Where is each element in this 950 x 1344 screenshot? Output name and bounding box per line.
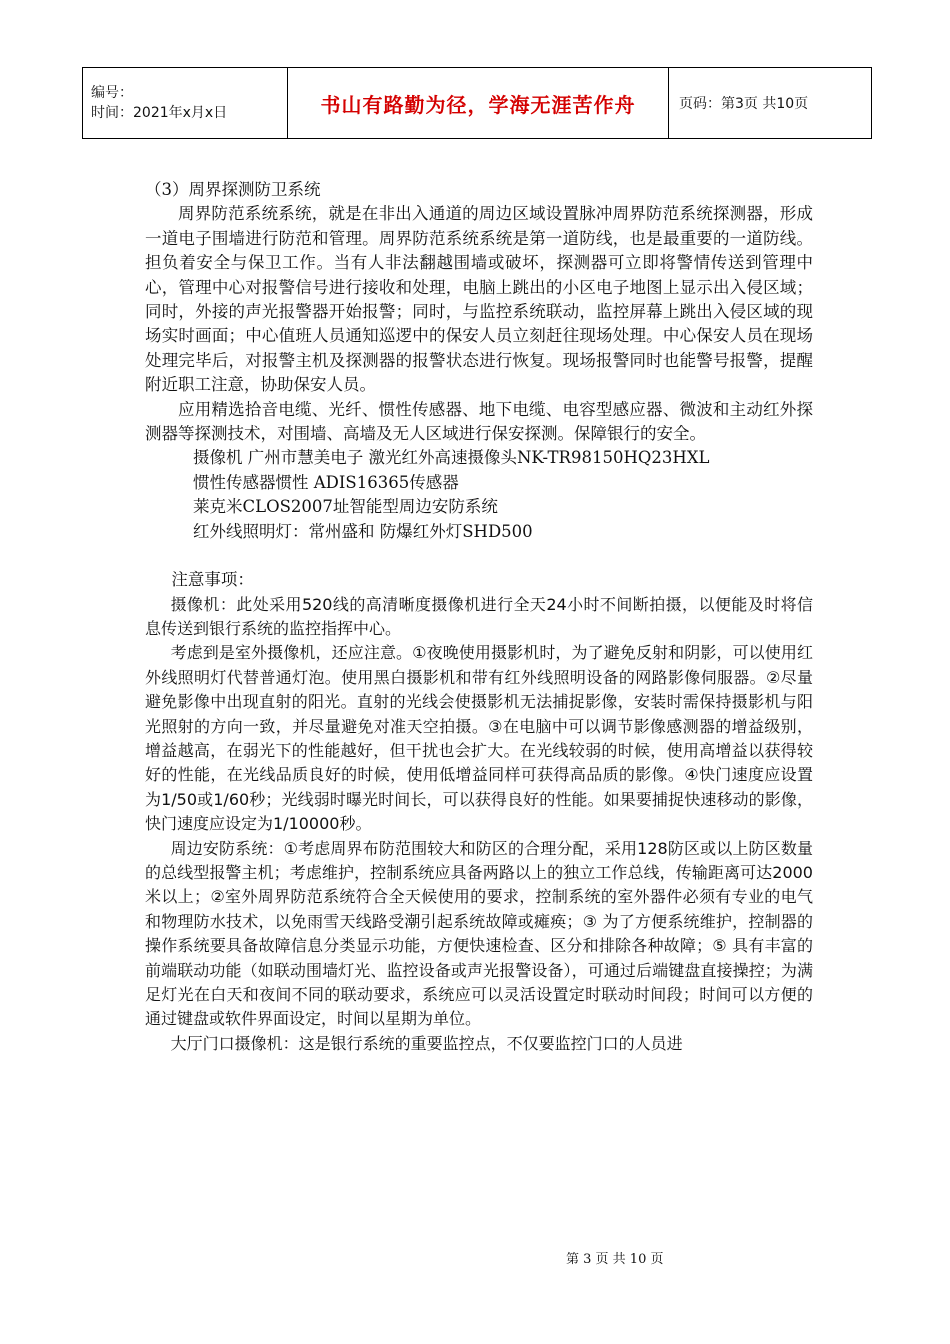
number-label: 编号： bbox=[91, 85, 133, 101]
header-motto: 书山有路勤为径，学海无涯苦作舟 bbox=[288, 68, 669, 139]
note-camera: 摄像机：此处采用520线的高清晰度摄像机进行全天24小时不间断拍摄，以便能及时将信息传送到银行系统的监控指挥中心。 bbox=[145, 594, 813, 638]
spec-line: 莱克米CLOS2007址智能型周边安防系统 bbox=[193, 497, 498, 517]
header-page-info: 页码：第3页 共10页 bbox=[669, 68, 872, 139]
spec-line: 惯性传感器惯性 ADIS16365传感器 bbox=[193, 472, 459, 492]
document-body bbox=[145, 178, 813, 1056]
note-perimeter-system: 周边安防系统：①考虑周界布防范围较大和防区的合理分配，采用128防区或以上防区数量的总线型报警主机；考虑维护，控制系统应具备两路以上的独立工作总线，传输距离可达2000米以上；②室外周界防范系统符合全天候使用的要求，控制系统的室外器件必须有专业的电气和物理防水技术，以免雨雪天线路受潮引起系统故障或瘫痪；③ 为了方便系统维护，控制器的操作系统要具备故障信息分类显示功能，方便快速检查、区分和排除各种故障；⑤ 具有丰富的前端联动功能（如联动围墙灯光、监控设备或声光报警设备），可通过后端键盘直接操控；为满足灯光在白天和夜间不同的联动要求，系统应可以灵活设置定时联动时间段；时间可以方便的通过键盘或软件界面设定，时间以星期为单位。 bbox=[145, 838, 813, 1029]
spec-line: 摄像机 广州市慧美电子 激光红外高速摄像头NK-TR98150HQ23HXL bbox=[193, 448, 710, 468]
spacer bbox=[145, 544, 813, 568]
header-meta bbox=[83, 68, 288, 139]
note-lobby-camera: 大厅门口摄像机：这是银行系统的重要监控点，不仅要监控门口的人员进 bbox=[170, 1033, 683, 1053]
notes-title: 注意事项： bbox=[171, 570, 254, 590]
paragraph-perimeter-intro: 周界防范系统系统，就是在非出入通道的周边区域设置脉冲周界防范系统探测器，形成一道电子围墙进行防范和管理。周界防范系统系统是第一道防线，也是最重要的一道防线。担负着安全与保卫工作。当有人非法翻越围墙或破坏，探测器可立即将警情传送到管理中心，管理中心对报警信号进行接收和处理，电脑上跳出的小区电子地图上显示出入侵区域；同时，外接的声光报警器开始报警；同时，与监控系统联动，监控屏幕上跳出入侵区域的现场实时画面；中心值班人员通知巡逻中的保安人员立刻赶往现场处理。中心保安人员在现场处理完毕后，对报警主机及探测器的报警状态进行恢复。现场报警同时也能警号报警，提醒附近职工注意，协助保安人员。 bbox=[145, 204, 813, 395]
page-footer: 第 3 页 共 10 页 bbox=[566, 1252, 664, 1267]
spec-line: 红外线照明灯：常州盛和 防爆红外灯SHD500 bbox=[193, 521, 533, 541]
note-outdoor-camera: 考虑到是室外摄像机，还应注意。①夜晚使用摄影机时，为了避免反射和阴影，可以使用红外线照明灯代替普通灯泡。使用黑白摄影机和带有红外线照明设备的网路影像伺服器。②尽量避免影像中出现直射的阳光。直射的光线会使摄影机无法捕捉影像，安装时需保持摄影机与阳光照射的方向一致，并尽量避免对准天空拍摄。③在电脑中可以调节影像感测器的增益级别，增益越高，在弱光下的性能越好，但干扰也会扩大。在光线较弱的时候，使用高增益以获得较好的性能，在光线品质良好的时候，使用低增益同样可获得高品质的影像。④快门速度应设置为1/50或1/60秒；光线弱时曝光时间长，可以获得良好的性能。如果要捕捉快速移动的影像，快门速度应设定为1/10000秒。 bbox=[145, 643, 813, 834]
paragraph-detection-tech: 应用精选拾音电缆、光纤、惯性传感器、地下电缆、电容型感应器、微波和主动红外探测器等探测技术，对围墙、高墙及无人区域进行保安探测。保障银行的安全。 bbox=[145, 399, 813, 444]
document-header bbox=[82, 67, 872, 139]
time-label: 时间：2021年x月x日 bbox=[91, 105, 228, 121]
section-title: （3）周界探测防卫系统 bbox=[145, 180, 321, 199]
